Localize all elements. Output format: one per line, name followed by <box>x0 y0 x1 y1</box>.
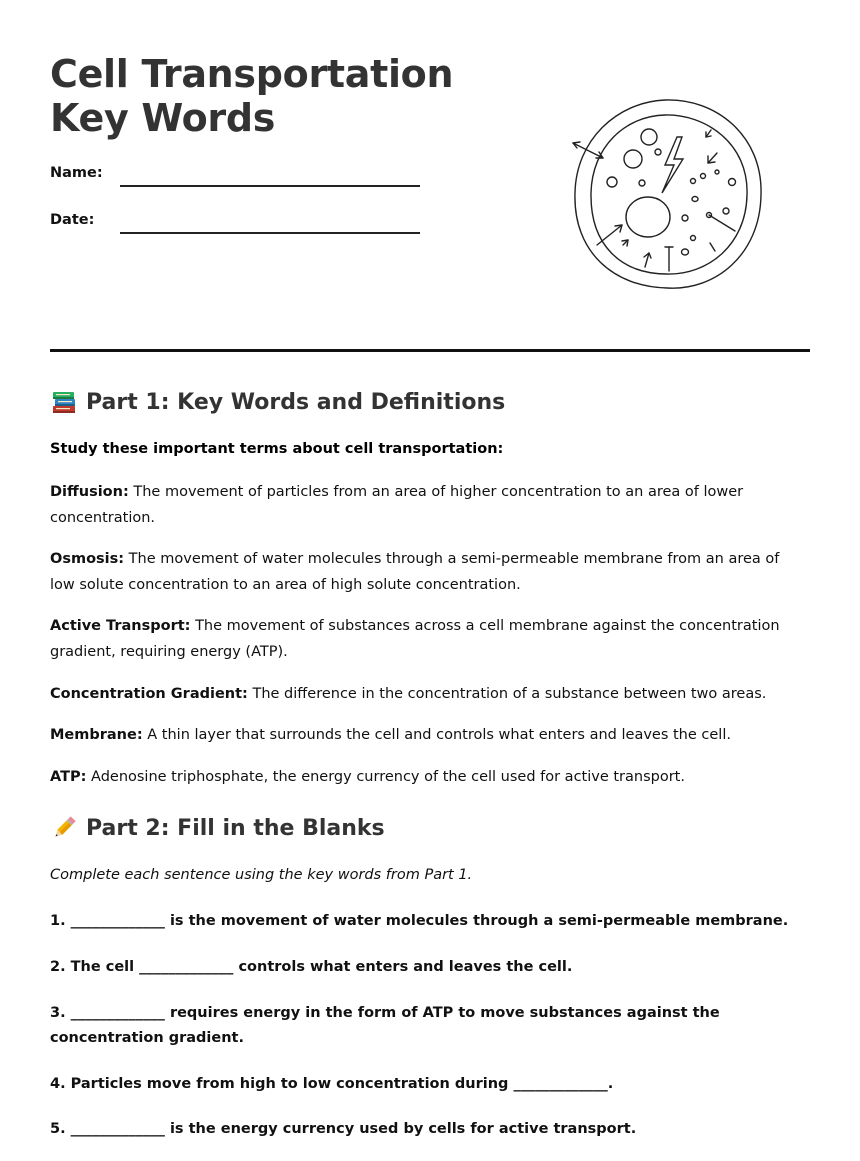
definition-term: Membrane: <box>50 727 143 743</box>
definition-text: Adenosine triphosphate, the energy currency of the cell used for active transport. <box>86 769 685 785</box>
definition-osmosis <box>50 546 790 598</box>
definition-membrane <box>50 722 790 748</box>
definition-term: Osmosis: <box>50 551 125 567</box>
date-label: Date: <box>50 212 95 228</box>
pencil-icon <box>50 814 78 842</box>
part2-heading <box>50 814 385 842</box>
section-divider <box>50 349 810 352</box>
definition-atp <box>50 764 790 790</box>
question-1: 1. _____________ is the movement of water molecules through a semi-permeable membrane. <box>50 913 789 929</box>
question-4: 4. Particles move from high to low concentration during _____________. <box>50 1076 614 1092</box>
part2-heading-text: Part 2: Fill in the Blanks <box>86 815 385 841</box>
part1-intro: Study these important terms about cell transportation: <box>50 441 504 457</box>
question-3: 3. _____________ requires energy in the form of ATP to move substances against the concentration gradient. <box>50 1005 720 1046</box>
definition-concentration-gradient <box>50 681 790 707</box>
question-5: 5. _____________ is the energy currency used by cells for active transport. <box>50 1121 637 1137</box>
name-field <box>50 165 420 189</box>
name-blank-line[interactable] <box>120 185 420 187</box>
definition-diffusion <box>50 479 790 531</box>
part2-instruction: Complete each sentence using the key words from Part 1. <box>50 867 473 883</box>
definition-active-transport <box>50 613 790 665</box>
definition-term: Diffusion: <box>50 484 129 500</box>
books-icon <box>50 388 78 416</box>
definition-text: A thin layer that surrounds the cell and controls what enters and leaves the cell. <box>142 727 731 743</box>
definition-text: The movement of substances across a cell membrane against the concentration gradient, requiring energy (ATP). <box>50 618 780 660</box>
part1-heading-text: Part 1: Key Words and Definitions <box>86 389 506 415</box>
page-title: Cell Transportation Key Words <box>50 52 454 140</box>
question-2: 2. The cell _____________ controls what enters and leaves the cell. <box>50 959 573 975</box>
name-label: Name: <box>50 165 103 181</box>
cell-diagram-icon <box>565 95 765 295</box>
definition-term: ATP: <box>50 769 87 785</box>
date-field <box>50 212 420 236</box>
definition-term: Concentration Gradient: <box>50 686 248 702</box>
definition-text: The movement of particles from an area of higher concentration to an area of lower concentration. <box>50 484 744 526</box>
definition-text: The movement of water molecules through a semi-permeable membrane from an area of low solute concentration to an area of high solute concentration. <box>50 551 780 593</box>
definition-term: Active Transport: <box>50 618 191 634</box>
date-blank-line[interactable] <box>120 232 420 234</box>
part1-heading <box>50 388 505 416</box>
definition-text: The difference in the concentration of a substance between two areas. <box>247 686 767 702</box>
